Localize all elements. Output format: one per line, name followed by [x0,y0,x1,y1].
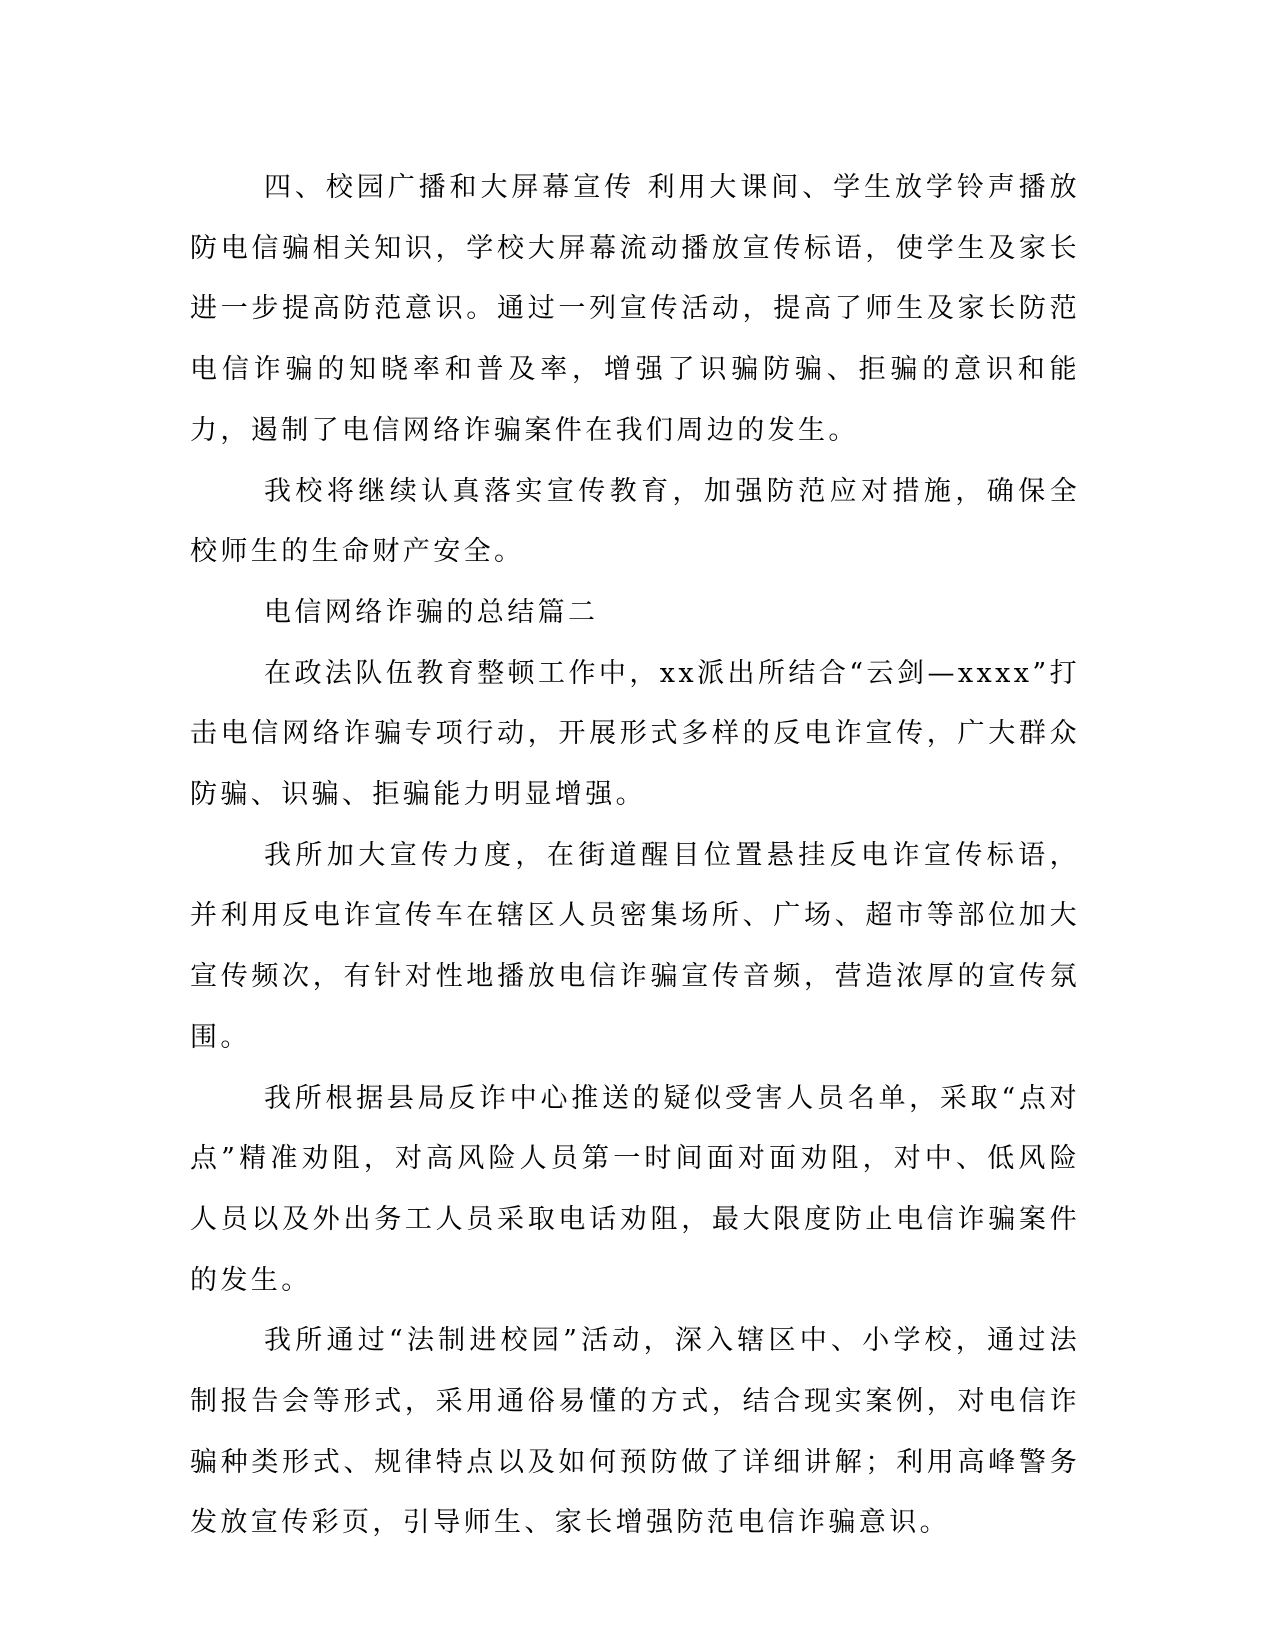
paragraph-publicity-efforts: 我所加大宣传力度，在街道醒目位置悬挂反电诈宣传标语，并利用反电诈宣传车在辖区人员密集场所、广场、超市等部位加大宣传频次，有针对性地播放电信诈骗宣传音频，营造浓厚的宣传氛围。 [190,839,1080,1053]
document-body [190,158,1080,1554]
paragraph-campus-broadcast: 四、校园广播和大屏幕宣传 利用大课间、学生放学铃声播放防电信骗相关知识，学校大屏幕流动播放宣传标语，使学生及家长进一步提高防范意识。通过一列宣传活动，提高了师生及家长防范电信诈骗的知晓率和普及率，增强了识骗防骗、拒骗的意识和能力，遏制了电信网络诈骗案件在我们周边的发生。 [190,172,1080,446]
paragraph-school-commitment: 我校将继续认真落实宣传教育，加强防范应对措施，确保全校师生的生命财产安全。 [190,475,1080,568]
paragraph-targeted-dissuasion: 我所根据县局反诈中心推送的疑似受害人员名单，采取“点对点”精准劝阻，对高风险人员第一时间面对面劝阻，对中、低风险人员以及外出务工人员采取电话劝阻，最大限度防止电信诈骗案件的发生。 [190,1082,1080,1296]
paragraph-police-station-action: 在政法队伍教育整顿工作中，xx派出所结合“云剑—xxxx”打击电信网络诈骗专项行动，开展形式多样的反电诈宣传，广大群众防骗、识骗、拒骗能力明显增强。 [190,657,1080,811]
section-heading: 电信网络诈骗的总结篇二 [264,596,599,628]
paragraph-law-into-campus: 我所通过“法制进校园”活动，深入辖区中、小学校，通过法制报告会等形式，采用通俗易懂的方式，结合现实案例，对电信诈骗种类形式、规律特点以及如何预防做了详细讲解；利用高峰警务发放宣传彩页，引导师生、家长增强防范电信诈骗意识。 [190,1325,1080,1539]
